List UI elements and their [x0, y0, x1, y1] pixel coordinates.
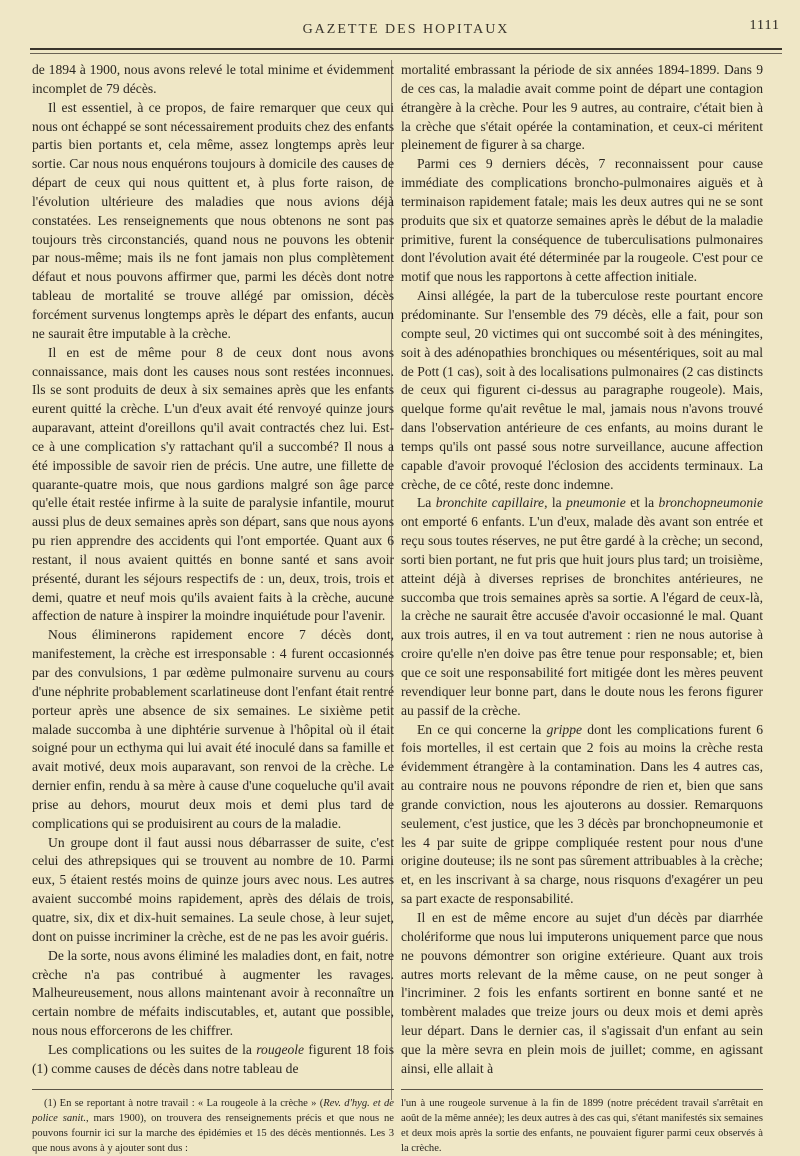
text-run: (1) En se reportant à notre travail : « La rougeole à la crèche » (	[44, 1097, 324, 1109]
text-run: , mars 1900), on trouvera des renseignements précis et que nous ne pouvons fournir ici sur la marche des épidémies et 15 des décès mentionnés. Les 3 que nous avons à y ajouter sont dus :	[32, 1112, 394, 1154]
paragraph: De la sorte, nous avons éliminé les maladies dont, en fait, notre crèche n'a pas contribué à augmenter les ravages. Malheureusement, nous allons maintenant avoir à reconnaître un certain nombre de méfaits indiscutables, et, autant que possible, nous nous efforcerons de les chiffrer.	[32, 947, 394, 1039]
paragraph: de 1894 à 1900, nous avons relevé le total minime et évidemment incomplet de 79 décès.	[32, 62, 394, 96]
italic-term: bronchopneumonie	[658, 495, 763, 511]
text-run: La	[417, 495, 436, 511]
footnote-rule	[401, 1089, 763, 1090]
paragraph: Nous éliminerons rapidement encore 7 décès dont, manifestement, la crèche est irresponsable : 4 furent occasionnés par des convulsions, 1 par œdème pulmonaire survenu au cours d'une néphrite probablement scarlatineuse dont l'enfant était rentré porteur après une absence de six semaines. Le sixième petit malade succomba à une diphtérie survenue à l'hôpital où il était soigné pour un ecthyma qui lui avait été inoculé dans sa famille et avait motivé, deux mois auparavant, son renvoi de la crèche. Le dernier enfin, rendu à sa mère à cause d'une coqueluche qu'il avait prise au dehors, mourut deux mois et demi plus tard de complications qui se produisirent au cours de la maladie.	[32, 627, 394, 831]
paragraph	[401, 721, 763, 909]
journal-title: GAZETTE DES HOPITAUX	[302, 22, 510, 37]
paragraph: mortalité embrassant la période de six années 1894-1899. Dans 9 de ces cas, la maladie avait comme point de départ une contagion étrangère à la crèche. Pour les 9 autres, au contraire, c'était bien à la crèche que s'était opérée la contamination, et ceux-ci méritent pleinement de figurer à sa charge.	[401, 62, 763, 153]
paragraph: Un groupe dont il faut aussi nous débarrasser de suite, c'est celui des athrepsiques qui se trouvent au nombre de 10. Parmi eux, 5 étaient restés moins de quinze jours avec nous. Les autres avaient succombé moins rapidement, après des délais de trois, quatre, six, dix et dix-huit semaines. La seule chose, à leur sujet, dont on puisse incriminer la crèche, est de ne pas les avoir guéris.	[32, 834, 394, 944]
paragraph: Il en est de même pour 8 de ceux dont nous avons connaissance, mais dont les causes nous sont restées inconnues. Ils se sont produits de deux à six semaines après que les enfants eurent quitté la crèche. L'un d'eux avait été renvoyé quinze jours auparavant, atteint d'oreillons qu'il avait contractés chez lui. Est-ce à une complication s'y rattachant qu'il a succombé? Il nous a été impossible de savoir rien de précis. Une autre, une fillette de quarante-quatre mois, que nous gardions malgré son âge parce qu'elle était restée infirme à la suite de paralysie infantile, mourut aussi plus de deux semaines après son départ, sans que nous ayons pu rien apprendre des accidents qui l'ont emportée. Quant aux 6 restant, il nous avaient quittés en bonne santé et sans avoir présenté, durant les séjours respectifs de : un, deux, trois, trois et demi, quatre et neuf mois qu'ils avaient faits à la crèche, aucune affection de nature à inspirer la moindre inquiétude pour l'avenir.	[32, 344, 394, 624]
italic-term: pneumonie	[566, 495, 626, 511]
text-run: ont emporté 6 enfants. L'un d'eux, malade dès avant son entrée et reçu sous toutes réserves, ne put être gardé à la crèche; un second, sorti bien portant, ne fut pris que huit jours plus tard; un troisième, atteint déjà à diverses reprises de bronchites antérieures, ne succomba que trois semaines après sa sortie. A l'égard de ceux-là, la crèche ne saurait être accusée d'avoir occasionné le mal. Quant aux trois autres, il en va tout autrement : rien ne nous autorise à croire qu'elle n'en doive pas être tenue pour responsable; et, bien que ce soit une responsabilité fort mitigée dont les mères peuvent revendiquer leur bonne part, dans le doute nous les ferons figurer au passif de la crèche.	[401, 514, 763, 718]
text-run: et la	[625, 495, 659, 511]
text-run: , la	[544, 495, 567, 511]
italic-term: bronchite capillaire	[435, 495, 545, 511]
text-run: Les complications ou les suites de la	[48, 1041, 257, 1057]
page-header	[30, 18, 782, 42]
page-number: 1111	[749, 18, 780, 33]
paragraph: Il en est de même encore au sujet d'un décès par diarrhée cholériforme que nous lui imputerons uniquement parce que nous ne pouvons démontrer son origine extérieure. Quant aux trois autres morts relevant de la même cause, on ne peut songer à l'incriminer. 2 fois les enfants sortirent en bonne santé et ne tombèrent malades que treize jours ou deux mois et demi après leur départ. Dans le dernier cas, il s'agissait d'un enfant au sein que la mère sevra en plein mois de juillet; comme, en agissant ainsi, elle allait à	[401, 909, 763, 1076]
paragraph: Parmi ces 9 derniers décès, 7 reconnaissent pour cause immédiate des complications broncho-pulmonaires aiguës et à terminaison rapidement fatale; mais les deux autres qui ne se sont produits que six et quatorze semaines après le début de la maladie primitive, furent la conséquence de tuberculisations pulmonaires dont l'évolution avait été déterminée par la rougeole. C'est pour ce motif que nous les rapportons à cette affection initiale.	[401, 156, 763, 285]
right-column	[401, 61, 763, 1156]
text-run: dont les complications furent 6 fois mortelles, il est certain que 2 fois au moins la crèche resta évidemment étrangère à la contamination. Dans les 4 autres cas, au contraire nous ne pouvons répondre de rien et, bien que sans grande conviction, nous les ajouterons au dossier. Remarquons seulement, c'est justice, que les 3 décès par bronchopneumonie et les 4 par suite de grippe compliquée restent pour nous d'une origine douteuse; ils ne sont pas sûrement attribuables à la crèche; et, en les inscrivant à sa charge, nous risquons d'exagérer un peu sa part exacte de responsabilité.	[401, 721, 763, 907]
left-column	[32, 61, 394, 1156]
paragraph: Il est essentiel, à ce propos, de faire remarquer que ceux qui nous ont échappé se sont nécessairement produits chez des enfants partis bien portants et, cela même, assez longtemps après leur sortie. Car nous nous enquérons toujours à domicile des causes de départ de ceux qui nous quittent et, à plus forte raison, de l'évolution ultérieure des maladies que nous avions déjà constatées. Les renseignements que nous obtenons ne sont pas toujours très circonstanciés, quand nous ne pouvons les obtenir par nous-même; mais ils ne font jamais non plus complètement défaut et nous pouvons affirmer que, parmi les décès dont notre tableau de mortalité se trouve allégé par omission, décès forcément survenus longtemps après le départ des enfants, aucun ne saurait être imputable à la crèche.	[32, 99, 395, 341]
italic-term: rougeole	[256, 1041, 305, 1057]
italic-term: Rev. d'hyg. et de police sanit.	[32, 1097, 394, 1124]
italic-term: grippe	[546, 721, 583, 737]
footnote	[32, 1096, 394, 1156]
footnote-rule	[32, 1089, 394, 1090]
paragraph	[401, 494, 763, 720]
paragraph	[32, 1041, 394, 1079]
text-run: figurent 18 fois (1) comme causes de décès dans notre tableau de	[32, 1041, 394, 1076]
text-run: En ce qui concerne la	[417, 721, 547, 737]
header-rule	[30, 48, 782, 50]
footnote: l'un à une rougeole survenue à la fin de 1899 (notre précédent travail s'arrêtait en août de la même année); les deux autres à des cas qui, s'étant manifestés six semaines et deux mois après la sortie des enfants, ne pouvaient figurer parmi ceux observés à la crèche.	[401, 1097, 763, 1154]
header-rule-thin	[30, 53, 782, 54]
paragraph: Ainsi allégée, la part de la tuberculose reste pourtant encore prédominante. Sur l'ensemble des 79 décès, elle a fait, pour son compte seul, 20 victimes qui ont succombé soit à des méningites, soit à des adénopathies bronchiques ou mésentériques, soit au mal de Pott (1 cas), soit à des localisations pulmonaires (2 cas distincts de ceux qui figurent ci-dessus au paragraphe rougeole). Mais, quelque forme qu'ait revêtue le mal, jamais nous n'avons trouvé dans l'observation antérieure de ces enfants, au moins durant le temps qu'ils ont passé sous notre surveillance, aucune affection capable d'avoir provoqué l'éclosion des accidents terminaux. La crèche, de ce côté, reste donc indemne.	[401, 288, 763, 492]
